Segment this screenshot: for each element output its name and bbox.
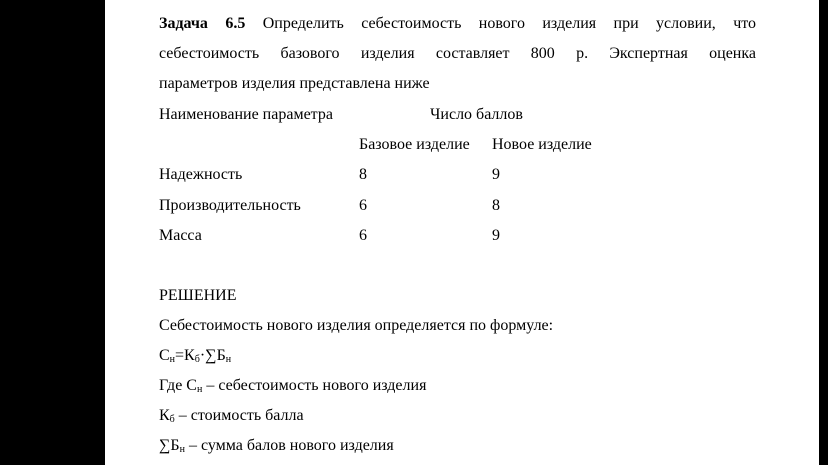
def2-sub: б: [169, 414, 175, 425]
def2-symbol: К: [159, 407, 170, 424]
row-new: 9: [492, 227, 500, 244]
def3-text: – сумма балов нового изделия: [184, 437, 394, 454]
task-line-3: параметров изделия представлена ниже: [159, 75, 430, 92]
formula-eq-k: =К: [175, 347, 195, 364]
row-new: 8: [492, 197, 500, 214]
formula-b-sub: н: [225, 354, 232, 365]
formula-sum-b: ·∑Б: [199, 347, 226, 364]
new-header: Новое изделие: [492, 136, 592, 153]
def2-text: – стоимость балла: [174, 407, 304, 424]
row-name: Надежность: [159, 166, 243, 183]
definition-c: [159, 376, 426, 396]
param-header: Наименование параметра: [159, 106, 333, 123]
task-line-2: себестоимость базового изделия составляет 800 р. Экспертная оценка: [159, 45, 756, 62]
task-line-1: [159, 14, 756, 34]
row-base: 6: [359, 197, 367, 214]
definition-k: [159, 406, 304, 426]
def1-symbol: Где С: [159, 377, 197, 394]
formula: [159, 346, 231, 366]
definition-b: [159, 436, 394, 456]
solution-heading: РЕШЕНИЕ: [159, 287, 237, 304]
row-name: Производительность: [159, 197, 301, 214]
formula-c-sub: н: [169, 354, 176, 365]
def3-symbol: ∑Б: [159, 437, 180, 454]
row-new: 9: [492, 166, 500, 183]
row-base: 8: [359, 166, 367, 183]
score-header: Число баллов: [430, 106, 523, 123]
def1-text: – себестоимость нового изделия: [202, 377, 427, 394]
formula-k-sub: б: [194, 354, 200, 365]
formula-c: С: [159, 347, 170, 364]
task-text-1: Определить себестоимость нового изделия при условии, что: [262, 15, 757, 32]
row-name: Масса: [159, 227, 202, 244]
document-page: [105, 0, 819, 465]
base-header: Базовое изделие: [359, 136, 470, 153]
task-label: Задача 6.5: [159, 15, 246, 32]
solution-intro: Себестоимость нового изделия определяется по формуле:: [159, 317, 554, 334]
def3-sub: н: [179, 444, 185, 455]
row-base: 6: [359, 227, 367, 244]
def1-sub: н: [196, 384, 203, 395]
